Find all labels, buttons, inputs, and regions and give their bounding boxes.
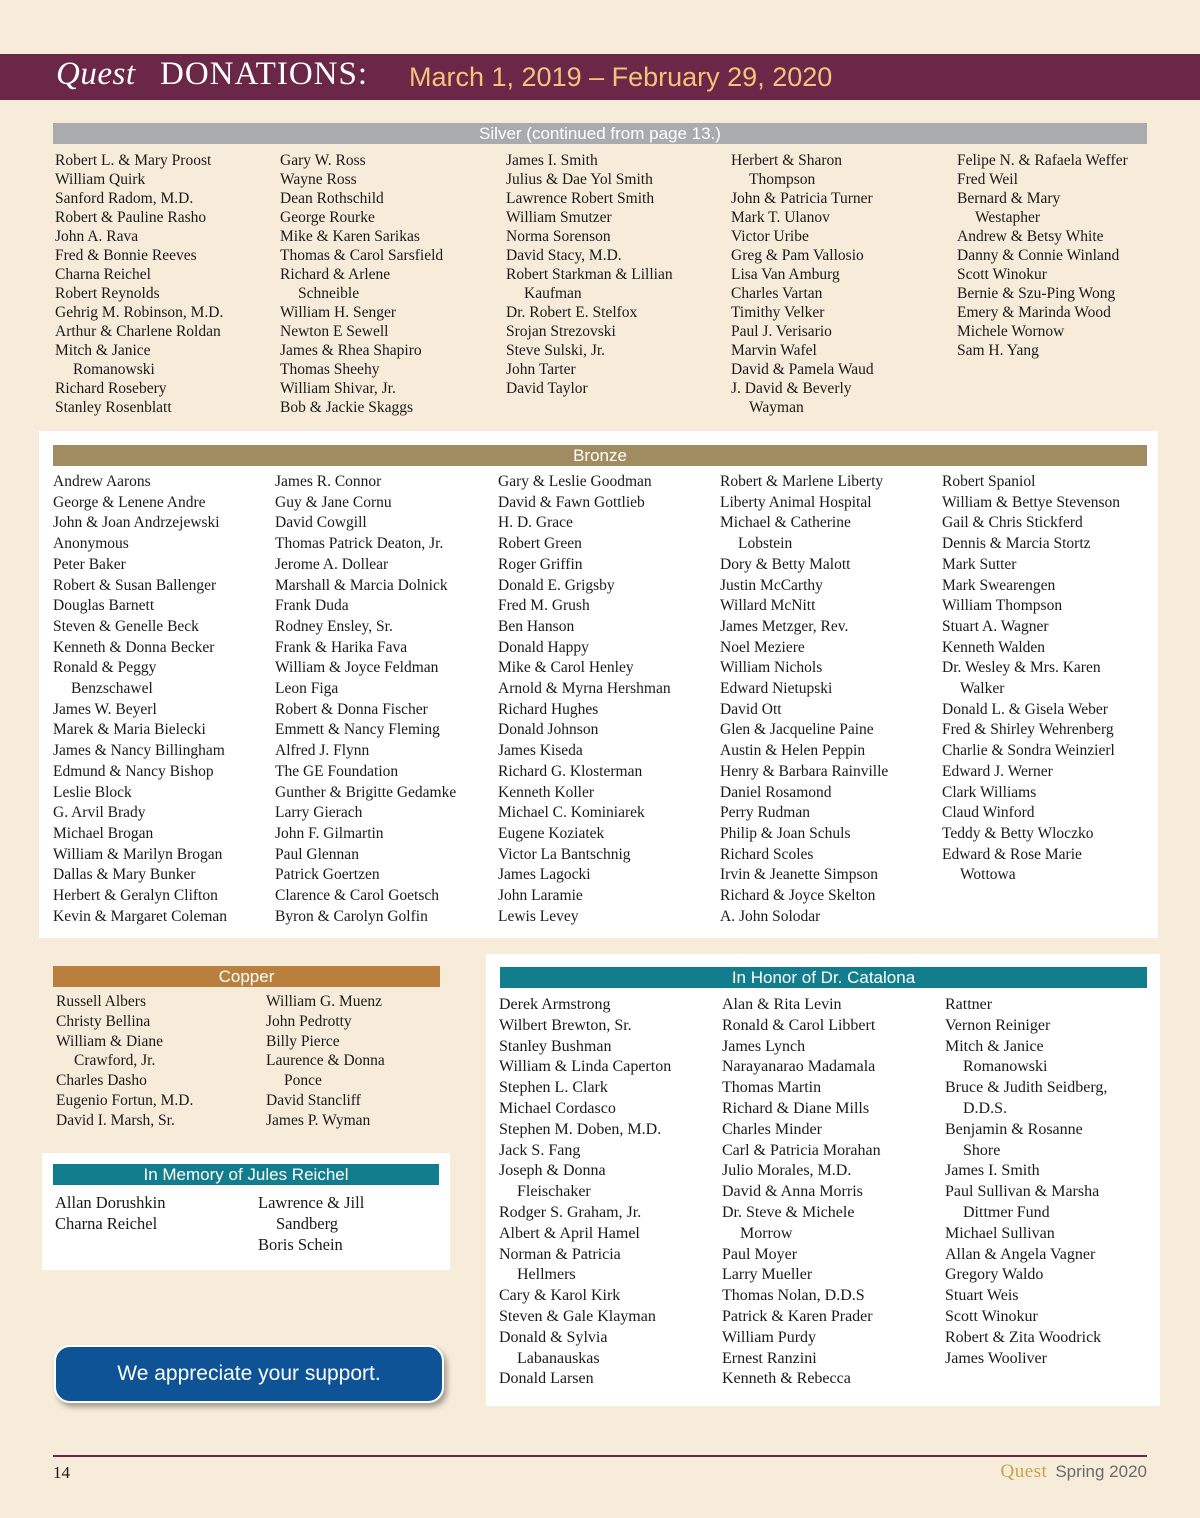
donor-name: Sandberg <box>276 1214 339 1233</box>
silver-column <box>506 151 673 398</box>
donor-name: Herbert & Sharon <box>731 152 843 169</box>
donor-name: Jerome A. Dollear <box>275 555 389 573</box>
bronze-panel <box>39 431 1158 938</box>
donor-name: Michael & Catherine <box>720 514 851 532</box>
donor-name: Michele Wornow <box>957 323 1065 340</box>
donor-name: Mike & Carol Henley <box>498 659 634 677</box>
donor-name: Ponce <box>284 1072 322 1090</box>
donor-name: Allan Dorushkin <box>55 1193 166 1212</box>
silver-band: Silver (continued from page 13.) <box>53 123 1147 144</box>
donor-name: Julio Morales, M.D. <box>722 1162 852 1180</box>
donor-name: Emery & Marinda Wood <box>957 304 1111 321</box>
donor-name: Richard & Arlene <box>280 266 391 283</box>
donor-name: Vernon Reiniger <box>945 1016 1051 1034</box>
donor-name: Arnold & Myrna Hershman <box>498 680 671 698</box>
donor-name: John Tarter <box>506 361 576 378</box>
donor-name: Steve Sulski, Jr. <box>506 342 606 359</box>
donor-name: Gehrig M. Robinson, M.D. <box>55 304 224 321</box>
donor-name: Thomas Sheehy <box>280 361 380 378</box>
donor-name: Robert & Marlene Liberty <box>720 473 884 490</box>
donor-name: Kaufman <box>524 285 582 302</box>
donor-name: William Smutzer <box>506 209 612 226</box>
donor-name: James Lagocki <box>498 866 591 884</box>
donor-name: Dr. Wesley & Mrs. Karen <box>942 659 1101 677</box>
header-title: DONATIONS: <box>160 56 368 92</box>
donor-name: John & Patricia Turner <box>731 190 873 207</box>
donor-name: William H. Senger <box>280 304 397 321</box>
donor-name: Lawrence Robert Smith <box>506 190 655 207</box>
page-header <box>0 54 1200 100</box>
donor-name: Fred Weil <box>957 171 1018 188</box>
donor-name: James & Rhea Shapiro <box>280 342 422 359</box>
donor-name: David Taylor <box>506 380 588 397</box>
donor-name: Victor Uribe <box>731 228 809 245</box>
donor-name: Felipe N. & Rafaela Weffer <box>957 152 1128 169</box>
donor-name: Danny & Connie Winland <box>957 247 1120 264</box>
donor-name: David I. Marsh, Sr. <box>56 1111 175 1129</box>
donor-name: Rattner <box>945 996 993 1013</box>
donor-name: William & Joyce Feldman <box>275 659 439 677</box>
donor-name: Patrick Goertzen <box>275 866 380 884</box>
donor-name: Fred M. Grush <box>498 597 590 615</box>
donor-name: Larry Mueller <box>722 1266 813 1284</box>
donor-name: John Laramie <box>498 887 583 905</box>
donor-name: John Pedrotty <box>266 1012 352 1030</box>
donor-name: Narayanarao Madamala <box>722 1058 876 1076</box>
memory-column <box>258 1192 364 1255</box>
donor-name: Wilbert Brewton, Sr. <box>499 1016 632 1034</box>
donor-name: Richard & Diane Mills <box>722 1099 870 1117</box>
donor-name: Mark Sutter <box>942 555 1017 573</box>
donor-name: Philip & Joan Schuls <box>720 824 851 842</box>
donor-name: Donald E. Grigsby <box>498 576 615 594</box>
donor-name: John & Joan Andrzejewski <box>53 514 220 532</box>
donor-name: Shore <box>963 1141 1001 1159</box>
footer-issue <box>1000 1461 1147 1483</box>
donor-name: Charna Reichel <box>55 266 151 283</box>
donor-name: Stanley Bushman <box>499 1037 612 1055</box>
donor-name: Michael C. Kominiarek <box>498 804 645 822</box>
copper-column <box>266 992 385 1131</box>
donor-name: Fred & Shirley Wehrenberg <box>942 721 1114 739</box>
silver-column <box>280 151 443 417</box>
donor-name: Charna Reichel <box>55 1214 158 1233</box>
donor-name: Lobstein <box>738 535 793 553</box>
donor-name: Donald Larsen <box>499 1370 594 1388</box>
donor-name: Anonymous <box>53 535 129 553</box>
donor-name: Stephen M. Doben, M.D. <box>499 1120 662 1138</box>
donor-name: Marvin Wafel <box>731 342 817 359</box>
donor-name: David & Pamela Waud <box>731 361 874 378</box>
donor-name: Westapher <box>975 209 1041 226</box>
donor-name: Frank Duda <box>275 597 349 615</box>
donor-name: Norman & Patricia <box>499 1245 621 1263</box>
donor-name: Bob & Jackie Skaggs <box>280 399 414 416</box>
donor-name: Sam H. Yang <box>957 342 1039 359</box>
donor-name: Roger Griffin <box>498 555 583 573</box>
footer-quest-logo: Quest <box>1000 1461 1048 1482</box>
donor-name: Gregory Waldo <box>945 1266 1044 1284</box>
donor-name: Ronald & Carol Libbert <box>722 1016 876 1034</box>
donor-name: Kenneth Walden <box>942 638 1046 656</box>
donor-name: Glen & Jacqueline Paine <box>720 721 874 739</box>
donor-name: Richard Scoles <box>720 845 814 863</box>
donor-name: Julius & Dae Yol Smith <box>506 171 653 188</box>
donor-name: William & Bettye Stevenson <box>942 493 1121 511</box>
donor-name: Billy Pierce <box>266 1032 340 1050</box>
donor-name: Fleischaker <box>517 1183 591 1201</box>
donor-name: Marek & Maria Bielecki <box>53 721 206 739</box>
donor-name: Patrick & Karen Prader <box>722 1307 873 1325</box>
donor-name: Frank & Harika Fava <box>275 638 408 656</box>
donor-name: The GE Foundation <box>275 762 399 780</box>
donor-name: Eugenio Fortun, M.D. <box>56 1091 194 1109</box>
header-dates: March 1, 2019 – February 29, 2020 <box>409 62 833 92</box>
donor-name: David & Fawn Gottlieb <box>498 493 645 511</box>
donor-name: Andrew Aarons <box>53 473 151 490</box>
donor-name: Robert Reynolds <box>55 285 160 302</box>
donor-name: Laurence & Donna <box>266 1052 385 1070</box>
donor-name: George Rourke <box>280 209 375 226</box>
donor-name: Scott Winokur <box>945 1307 1038 1325</box>
donor-name: Gunther & Brigitte Gedamke <box>275 783 457 801</box>
donor-name: Charlie & Sondra Weinzierl <box>942 742 1115 760</box>
donor-name: Richard G. Klosterman <box>498 762 643 780</box>
donor-name: Lawrence & Jill <box>258 1193 365 1212</box>
footer-divider <box>53 1455 1147 1457</box>
donor-name: James I. Smith <box>945 1162 1040 1180</box>
quest-logo: Quest <box>56 56 136 92</box>
donor-name: Joseph & Donna <box>499 1162 606 1180</box>
donor-name: James Metzger, Rev. <box>720 617 849 635</box>
appreciate-button[interactable]: We appreciate your support. <box>54 1345 444 1403</box>
donor-name: David Stancliff <box>266 1091 361 1109</box>
donor-name: Ben Hanson <box>498 617 575 635</box>
donor-name: Richard Hughes <box>498 700 599 718</box>
donor-name: John F. Gilmartin <box>275 824 384 842</box>
bronze-column <box>942 472 1120 886</box>
footer-issue-label: Spring 2020 <box>1055 1462 1147 1481</box>
donor-name: G. Arvil Brady <box>53 804 146 822</box>
donor-name: Gary & Leslie Goodman <box>498 473 652 490</box>
donor-name: Albert & April Hamel <box>499 1224 640 1242</box>
donor-name: D.D.S. <box>963 1099 1008 1117</box>
memory-panel <box>42 1153 450 1270</box>
donor-name: Walker <box>960 680 1005 698</box>
donor-name: William Nichols <box>720 659 823 677</box>
donor-name: Bernie & Szu-Ping Wong <box>957 285 1116 302</box>
donor-name: Paul Sullivan & Marsha <box>945 1183 1100 1201</box>
donor-name: Irvin & Jeanette Simpson <box>720 866 878 884</box>
donor-name: Paul J. Verisario <box>731 323 832 340</box>
donor-name: Ronald & Peggy <box>53 659 157 677</box>
donor-name: Rodger S. Graham, Jr. <box>499 1203 642 1221</box>
donor-name: Bernard & Mary <box>957 190 1061 207</box>
donor-name: Donald Johnson <box>498 721 599 739</box>
donor-name: David Stacy, M.D. <box>506 247 622 264</box>
donor-name: Byron & Carolyn Golfin <box>275 907 428 925</box>
donor-name: Dr. Steve & Michele <box>722 1203 855 1221</box>
donor-name: Norma Sorenson <box>506 228 611 245</box>
donor-name: Ernest Ranzini <box>722 1349 817 1367</box>
donor-name: A. John Solodar <box>720 907 821 925</box>
donor-name: Edward & Rose Marie <box>942 845 1082 863</box>
donor-name: Thompson <box>749 171 816 188</box>
honor-column <box>499 995 671 1390</box>
donor-name: H. D. Grace <box>498 514 573 532</box>
donor-name: J. David & Beverly <box>731 380 852 397</box>
bronze-column <box>53 472 227 927</box>
donor-name: Russell Albers <box>56 993 146 1010</box>
donor-name: Robert L. & Mary Proost <box>55 152 212 169</box>
donor-name: Paul Moyer <box>722 1245 798 1263</box>
honor-band: In Honor of Dr. Catalona <box>500 967 1147 988</box>
donor-name: Lewis Levey <box>498 907 579 925</box>
donor-name: Paul Glennan <box>275 845 359 863</box>
donor-name: William Shivar, Jr. <box>280 380 396 397</box>
donor-name: Greg & Pam Vallosio <box>731 247 864 264</box>
donor-name: Robert & Pauline Rasho <box>55 209 207 226</box>
donor-name: Robert & Susan Ballenger <box>53 576 217 594</box>
donor-name: Michael Cordasco <box>499 1099 616 1117</box>
donor-name: Clark Williams <box>942 783 1037 801</box>
donor-name: Richard Rosebery <box>55 380 167 397</box>
donor-name: George & Lenene Andre <box>53 493 206 511</box>
donor-name: Andrew & Betsy White <box>957 228 1104 245</box>
donor-name: David Cowgill <box>275 514 367 532</box>
donor-name: Leon Figa <box>275 680 339 698</box>
donor-name: Srojan Strezovski <box>506 323 616 340</box>
donor-name: Daniel Rosamond <box>720 783 832 801</box>
donor-name: Austin & Helen Peppin <box>720 742 866 760</box>
donor-name: Rodney Ensley, Sr. <box>275 617 393 635</box>
donor-name: Thomas Patrick Deaton, Jr. <box>275 535 444 553</box>
donor-name: Justin McCarthy <box>720 576 823 594</box>
donor-name: Peter Baker <box>53 555 126 573</box>
donor-name: Herbert & Geralyn Clifton <box>53 887 218 905</box>
donor-name: Edmund & Nancy Bishop <box>53 762 214 780</box>
bronze-column <box>720 472 888 927</box>
donor-name: Stephen L. Clark <box>499 1079 608 1097</box>
donor-name: Mike & Karen Sarikas <box>280 228 420 245</box>
donor-name: Benjamin & Rosanne <box>945 1120 1083 1138</box>
memory-band: In Memory of Jules Reichel <box>53 1164 439 1185</box>
donor-name: Liberty Animal Hospital <box>720 493 872 511</box>
donor-name: Wottowa <box>960 866 1016 884</box>
silver-column <box>731 151 874 417</box>
donor-name: Derek Armstrong <box>499 996 611 1013</box>
donor-name: Leslie Block <box>53 783 132 801</box>
donor-name: Jack S. Fang <box>499 1141 581 1159</box>
donor-name: Charles Minder <box>722 1120 822 1138</box>
donor-name: Thomas Martin <box>722 1079 822 1097</box>
donor-name: Arthur & Charlene Roldan <box>55 323 221 340</box>
donor-name: Robert & Zita Woodrick <box>945 1328 1102 1346</box>
page-number: 14 <box>53 1463 70 1482</box>
donor-name: Clarence & Carol Goetsch <box>275 887 439 905</box>
donor-name: Dennis & Marcia Stortz <box>942 535 1091 553</box>
donor-name: Victor La Bantschnig <box>498 845 631 863</box>
donor-name: Allan & Angela Vagner <box>945 1245 1096 1263</box>
donor-name: Eugene Koziatek <box>498 824 605 842</box>
donor-name: Kenneth & Rebecca <box>722 1370 851 1388</box>
bronze-column <box>275 472 456 927</box>
donor-name: Noel Meziere <box>720 638 805 656</box>
donor-name: James Lynch <box>722 1037 806 1055</box>
donor-name: Gail & Chris Stickferd <box>942 514 1083 532</box>
donor-name: Wayman <box>749 399 804 416</box>
donor-name: Claud Winford <box>942 804 1035 822</box>
donor-name: Larry Gierach <box>275 804 363 822</box>
donor-name: Dittmer Fund <box>963 1203 1050 1221</box>
donor-name: William Thompson <box>942 597 1063 615</box>
donor-name: Mitch & Janice <box>55 342 151 359</box>
donor-name: Michael Sullivan <box>945 1224 1055 1242</box>
donor-name: Lisa Van Amburg <box>731 266 840 283</box>
donor-name: Hellmers <box>517 1266 576 1284</box>
donor-name: Timithy Velker <box>731 304 825 321</box>
donor-name: Donald Happy <box>498 638 589 656</box>
donor-name: Donald L. & Gisela Weber <box>942 700 1108 718</box>
donor-name: Labanauskas <box>517 1349 600 1367</box>
donor-name: Henry & Barbara Rainville <box>720 762 889 780</box>
silver-column <box>957 151 1128 360</box>
donor-name: Mark T. Ulanov <box>731 209 830 226</box>
donor-name: Edward J. Werner <box>942 762 1053 780</box>
donor-name: Emmett & Nancy Fleming <box>275 721 440 739</box>
donor-name: James P. Wyman <box>266 1111 371 1129</box>
donor-name: Gary W. Ross <box>280 152 366 169</box>
donor-name: Marshall & Marcia Dolnick <box>275 576 448 594</box>
donor-name: James & Nancy Billingham <box>53 742 225 760</box>
donor-name: Guy & Jane Cornu <box>275 493 392 511</box>
silver-column <box>55 151 223 417</box>
donor-name: James I. Smith <box>506 152 598 169</box>
donor-name: William Purdy <box>722 1328 817 1346</box>
donor-name: Stuart A. Wagner <box>942 617 1049 635</box>
donor-name: Robert Spaniol <box>942 473 1036 490</box>
donor-name: Sanford Radom, M.D. <box>55 190 194 207</box>
donor-name: Steven & Genelle Beck <box>53 617 199 635</box>
donor-name: William & Marilyn Brogan <box>53 845 223 863</box>
copper-column <box>56 992 193 1131</box>
donor-name: James R. Connor <box>275 473 382 490</box>
donor-name: Romanowski <box>963 1058 1048 1076</box>
donor-name: Benzschawel <box>71 680 153 698</box>
bronze-band: Bronze <box>53 445 1147 466</box>
donor-name: Romanowski <box>73 361 155 378</box>
donor-name: Steven & Gale Klayman <box>499 1307 656 1325</box>
donor-name: William & Diane <box>56 1032 163 1050</box>
donor-name: Crawford, Jr. <box>74 1052 156 1070</box>
donor-name: Willard McNitt <box>720 597 816 615</box>
donor-name: Stanley Rosenblatt <box>55 399 172 416</box>
honor-column <box>945 995 1107 1369</box>
donor-name: Dallas & Mary Bunker <box>53 866 196 884</box>
donor-name: Robert & Donna Fischer <box>275 700 428 718</box>
donor-name: Thomas & Carol Sarsfield <box>280 247 444 264</box>
donor-name: Donald & Sylvia <box>499 1328 608 1346</box>
donor-name: Michael Brogan <box>53 824 154 842</box>
donor-name: Wayne Ross <box>280 171 357 188</box>
donor-name: Douglas Barnett <box>53 597 155 615</box>
donor-name: Dean Rothschild <box>280 190 384 207</box>
donor-name: Bruce & Judith Seidberg, <box>945 1079 1108 1097</box>
donor-name: William Quirk <box>55 171 146 188</box>
donor-name: Morrow <box>740 1224 793 1242</box>
donor-name: Alfred J. Flynn <box>275 742 370 760</box>
donor-name: Scott Winokur <box>957 266 1047 283</box>
donor-name: David & Anna Morris <box>722 1183 863 1201</box>
donor-name: Fred & Bonnie Reeves <box>55 247 197 264</box>
donor-name: Alan & Rita Levin <box>722 996 842 1013</box>
donor-name: Dr. Robert E. Stelfox <box>506 304 638 321</box>
donor-name: James Wooliver <box>945 1349 1047 1367</box>
donor-name: Mitch & Janice <box>945 1037 1044 1055</box>
donor-name: Charles Vartan <box>731 285 823 302</box>
donor-name: Perry Rudman <box>720 804 810 822</box>
donor-name: William G. Muenz <box>266 993 383 1010</box>
donor-name: Teddy & Betty Wloczko <box>942 824 1094 842</box>
donor-name: Kenneth & Donna Becker <box>53 638 215 656</box>
donor-name: Boris Schein <box>258 1235 343 1254</box>
honor-panel <box>486 954 1160 1406</box>
donor-name: Thomas Nolan, D.D.S <box>722 1287 865 1305</box>
honor-column <box>722 995 881 1390</box>
donor-name: Richard & Joyce Skelton <box>720 887 876 905</box>
donor-name: Kenneth Koller <box>498 783 594 801</box>
donor-name: Stuart Weis <box>945 1287 1019 1305</box>
copper-band: Copper <box>53 966 440 987</box>
donor-name: John A. Rava <box>55 228 139 245</box>
bronze-column <box>498 472 671 927</box>
donor-name: Edward Nietupski <box>720 680 833 698</box>
donor-name: Cary & Karol Kirk <box>499 1287 621 1305</box>
donor-name: Newton E Sewell <box>280 323 389 340</box>
donor-name: Robert Green <box>498 535 582 553</box>
donor-name: William & Linda Caperton <box>499 1058 672 1076</box>
donor-name: Robert Starkman & Lillian <box>506 266 673 283</box>
donor-name: Schneible <box>298 285 360 302</box>
donor-name: Mark Swearengen <box>942 576 1056 594</box>
donor-name: Charles Dasho <box>56 1072 147 1090</box>
donor-name: Christy Bellina <box>56 1012 151 1030</box>
donor-name: Kevin & Margaret Coleman <box>53 907 228 925</box>
donor-name: David Ott <box>720 700 782 718</box>
donor-name: James W. Beyerl <box>53 700 157 718</box>
memory-column <box>55 1192 165 1234</box>
donor-name: Dory & Betty Malott <box>720 555 851 573</box>
donor-name: James Kiseda <box>498 742 583 760</box>
donor-name: Carl & Patricia Morahan <box>722 1141 881 1159</box>
